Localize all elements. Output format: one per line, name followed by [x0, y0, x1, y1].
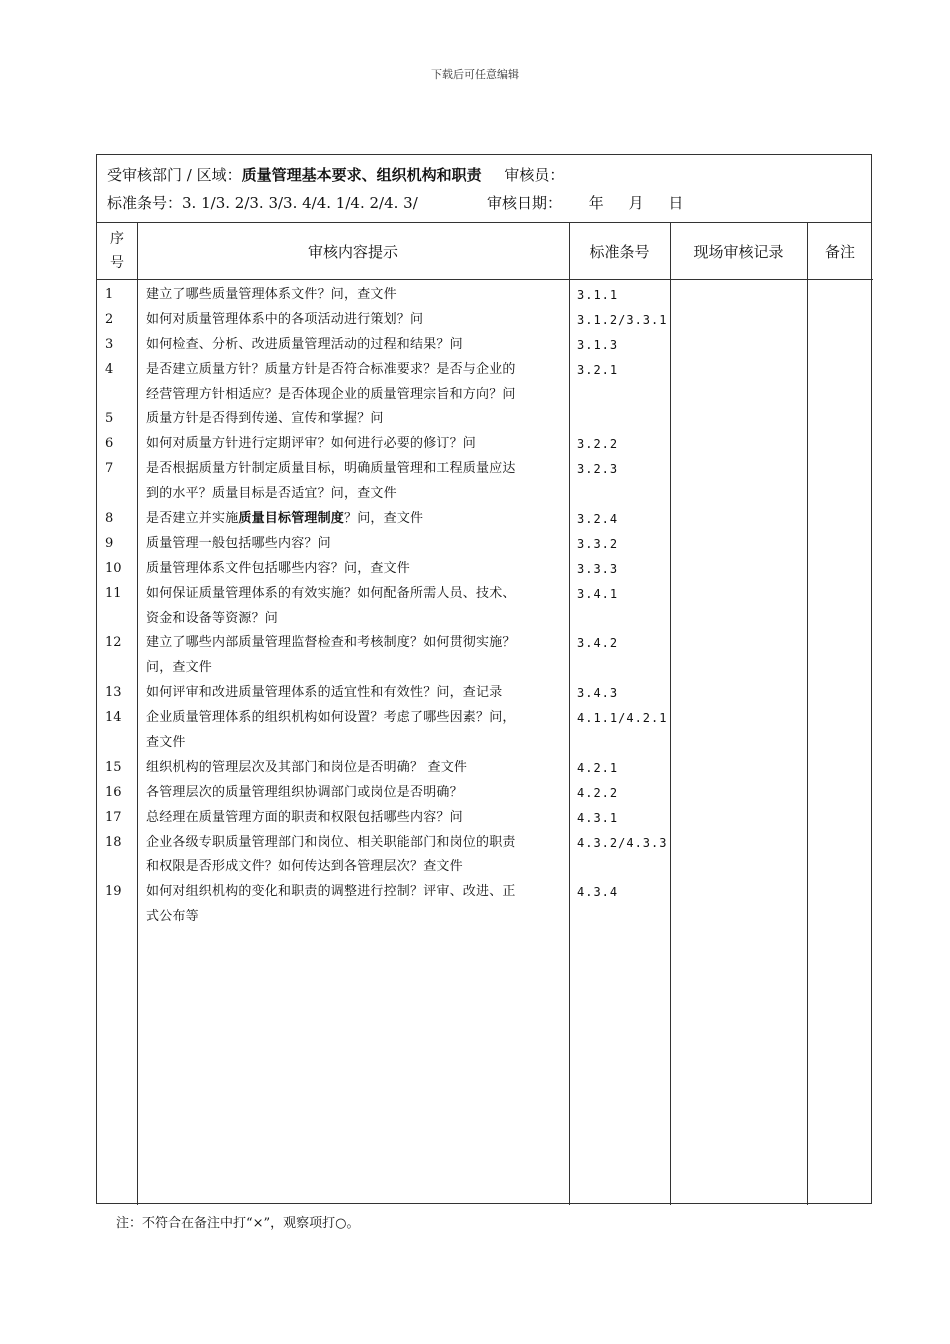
table-row	[97, 407, 871, 432]
row-number: 15	[105, 759, 122, 775]
row-content: 建立了哪些内部质量管理监督检查和考核制度？如何贯彻实施？	[146, 635, 516, 651]
std-line	[107, 189, 871, 217]
row-number: 9	[105, 535, 114, 551]
std-label: 标准条号：	[107, 194, 183, 212]
row-std: 3.3.2	[577, 536, 619, 551]
row-std: 3.3.3	[577, 561, 619, 576]
row-content: 是否根据质量方针制定质量目标，明确质量管理和工程质量应达	[146, 461, 516, 477]
row-std: 3.4.1	[577, 586, 619, 601]
row-content: 如何对组织机构的变化和职责的调整进行控制？评审、改进、正	[146, 884, 516, 900]
row-number: 11	[105, 585, 122, 601]
table-row	[97, 308, 871, 333]
dept-line	[107, 161, 871, 189]
row-content: 式公布等	[146, 909, 199, 925]
row-std: 3.1.2/3.3.1	[577, 312, 668, 327]
table-row	[97, 631, 871, 656]
col-header-std: 标准条号	[569, 223, 670, 280]
row-std: 3.1.1	[577, 288, 619, 302]
table-row	[97, 383, 871, 408]
date-label: 审核日期：	[487, 194, 563, 212]
table-row	[97, 333, 871, 358]
row-content: 经营管理方针相适应？是否体现企业的质量管理宗旨和方向？问	[146, 386, 516, 402]
row-std: 4.1.1/4.2.1	[577, 711, 668, 726]
row-number: 1	[105, 287, 114, 302]
row-number: 4	[105, 361, 114, 377]
table-row	[97, 905, 871, 930]
row-content: 查文件	[146, 735, 186, 751]
row-number: 8	[105, 511, 114, 527]
row-std: 3.2.3	[577, 462, 619, 477]
header-note: 下载后可任意编辑	[431, 68, 519, 81]
row-number: 16	[105, 784, 122, 800]
col-header-record: 现场审核记录	[670, 223, 807, 280]
footnote: 注：不符合在备注中打“×”，观察项打○。	[116, 1216, 360, 1231]
row-content: 是否建立质量方针？质量方针是否符合标准要求？是否与企业的	[146, 361, 516, 377]
row-content: 和权限是否形成文件？如何传达到各管理层次？查文件	[146, 859, 463, 875]
row-std: 4.2.1	[577, 760, 619, 775]
row-number: 6	[105, 436, 114, 452]
date-year: 年	[588, 194, 604, 212]
row-std: 3.1.3	[577, 337, 619, 352]
dept-value: 质量管理基本要求、组织机构和职责	[241, 166, 482, 184]
row-content: 如何对质量方针进行定期评审？如何进行必要的修订？问	[146, 436, 477, 452]
row-content: 资金和设备等资源？问	[146, 610, 279, 626]
table-row	[97, 432, 871, 457]
table-row	[97, 731, 871, 756]
table-row	[97, 532, 871, 557]
row-content: 企业质量管理体系的组织机构如何设置？考虑了哪些因素？问，	[146, 710, 516, 726]
table-row	[97, 781, 871, 806]
row-content: 到的水平？质量目标是否适宜？问，查文件	[146, 486, 397, 502]
row-number: 17	[105, 809, 122, 825]
row-number: 2	[105, 311, 114, 327]
table-row	[97, 880, 871, 905]
audit-info-section	[97, 155, 871, 223]
col-header-no: 序号	[97, 223, 137, 280]
row-std: 3.2.4	[577, 512, 619, 527]
row-std: 3.2.1	[577, 362, 619, 377]
row-content: 是否建立并实施质量目标管理制度？问，查文件	[146, 511, 424, 527]
row-std: 3.4.2	[577, 636, 619, 651]
table-row	[97, 831, 871, 856]
table-row	[97, 507, 871, 532]
row-number: 13	[105, 685, 122, 701]
row-content: 企业各级专职质量管理部门和岗位、相关职能部门和岗位的职责	[146, 834, 516, 850]
row-number: 7	[105, 461, 114, 477]
audit-checklist-table	[96, 154, 872, 1204]
table-row	[97, 855, 871, 880]
col-header-remark: 备注	[807, 223, 873, 280]
table-row	[97, 358, 871, 383]
table-row	[97, 557, 871, 582]
row-number: 18	[105, 834, 122, 850]
row-content: 质量管理一般包括哪些内容？问	[146, 535, 331, 551]
row-number: 5	[105, 411, 114, 427]
row-content: 如何对质量管理体系中的各项活动进行策划？问	[146, 311, 424, 327]
auditor-label: 审核员：	[504, 166, 565, 184]
table-row	[97, 482, 871, 507]
table-row	[97, 681, 871, 706]
audit-date	[487, 189, 703, 217]
row-std: 3.4.3	[577, 686, 619, 701]
table-row	[97, 457, 871, 482]
table-row	[97, 582, 871, 607]
checklist-rows	[97, 283, 871, 930]
table-row	[97, 706, 871, 731]
table-row	[97, 756, 871, 781]
row-content: 如何评审和改进质量管理体系的适宜性和有效性？问，查记录	[146, 685, 503, 701]
std-value: 3. 1/3. 2/3. 3/3. 4/4. 1/4. 2/4. 3/	[182, 194, 418, 212]
row-number: 12	[105, 635, 122, 651]
col-header-content: 审核内容提示	[137, 223, 569, 280]
table-row	[97, 656, 871, 681]
table-row	[97, 283, 871, 308]
row-content: 组织机构的管理层次及其部门和岗位是否明确？ 查文件	[146, 759, 468, 775]
row-content: 建立了哪些质量管理体系文件？问，查文件	[146, 287, 397, 302]
dept-label: 受审核部门 / 区域：	[107, 166, 242, 184]
row-number: 10	[105, 560, 122, 576]
row-content: 质量管理体系文件包括哪些内容？问，查文件	[146, 560, 411, 576]
row-std: 3.2.2	[577, 437, 619, 452]
date-day: 日	[668, 194, 684, 212]
row-std: 4.3.1	[577, 810, 619, 825]
table-row	[97, 806, 871, 831]
row-number: 19	[105, 884, 122, 900]
row-content: 总经理在质量管理方面的职责和权限包括哪些内容？问	[146, 809, 463, 825]
row-content: 各管理层次的质量管理组织协调部门或岗位是否明确？	[146, 784, 463, 800]
row-content: 问，查文件	[146, 660, 213, 676]
row-content: 质量方针是否得到传递、宣传和掌握？问	[146, 411, 384, 427]
row-std: 4.2.2	[577, 785, 619, 800]
date-month: 月	[628, 194, 644, 212]
row-content: 如何检查、分析、改进质量管理活动的过程和结果？问	[146, 336, 463, 352]
table-row	[97, 607, 871, 632]
row-content: 如何保证质量管理体系的有效实施？如何配备所需人员、技术、	[146, 585, 516, 601]
row-number: 14	[105, 710, 122, 726]
row-std: 4.3.2/4.3.3	[577, 835, 668, 850]
row-number: 3	[105, 336, 114, 352]
row-std: 4.3.4	[577, 885, 619, 900]
